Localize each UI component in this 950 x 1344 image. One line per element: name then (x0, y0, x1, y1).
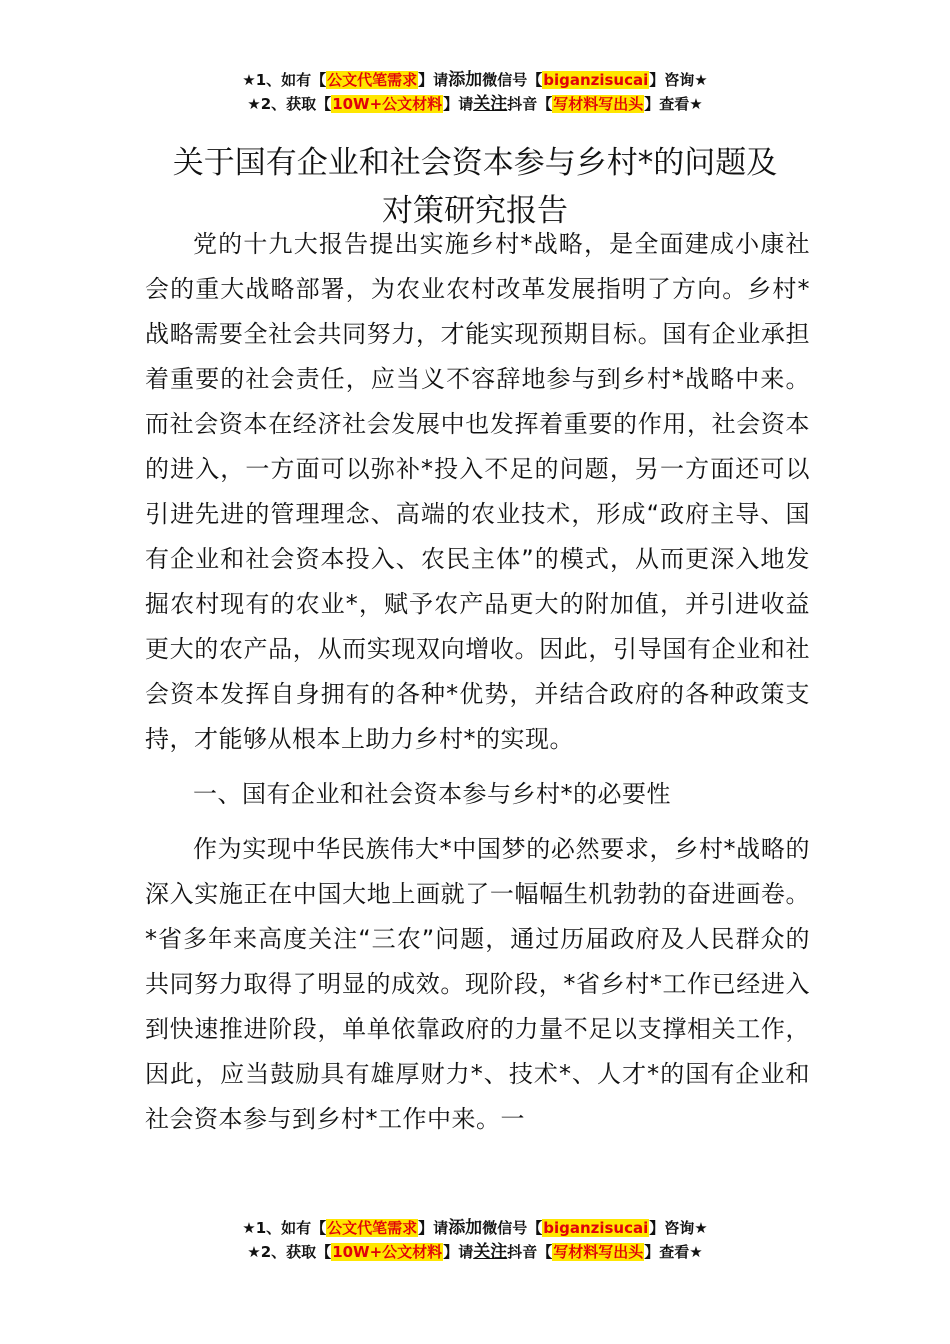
promo-line-1: ★1、如有【公文代笔需求】请添加微信号【biganzisucai】咨询★ (242, 1218, 708, 1238)
douyin-id: 写材料写出头 (553, 95, 644, 113)
emphasis-text: 添加 (448, 70, 483, 90)
highlight-text: 公文代笔需求 (327, 71, 418, 89)
emphasis-text: 关注 (473, 94, 508, 114)
paragraph-intro: 党的十九大报告提出实施乡村*战略，是全面建成小康社会的重大战略部署，为农业农村改革发展指明了方向。乡村*战略需要全社会共同努力，才能实现预期目标。国有企业承担着重要的社会责任，应当义不容辞地参与到乡村*战略中来。而社会资本在经济社会发展中也发挥着重要的作用，社会资本的进入，一方面可以弥补*投入不足的问题，另一方面还可以引进先进的管理理念、高端的农业技术，形成“政府主导、国有企业和社会资本投入、农民主体”的模式，从而更深入地发掘农村现有的农业*，赋予农产品更大的附加值，并引进收益更大的农产品，从而实现双向增收。因此，引导国有企业和社会资本发挥自身拥有的各种*优势，并结合政府的各种政策支持，才能够从根本上助力乡村*的实现。 (145, 230, 810, 753)
promo-line-1: ★1、如有【公文代笔需求】请添加微信号【biganzisucai】咨询★ (242, 70, 708, 90)
section-heading: 一、国有企业和社会资本参与乡村*的必要性 (193, 780, 671, 808)
promo-line-2: ★2、获取【10W+公文材料】请关注抖音【写材料写出头】查看★ (247, 94, 703, 114)
highlight-text: 公文代笔需求 (327, 1219, 418, 1237)
wechat-id: biganzisucai (543, 1219, 649, 1237)
highlight-text: 10W+公文材料 (332, 95, 443, 113)
emphasis-text: 添加 (448, 1218, 483, 1238)
paragraph-section1: 作为实现中华民族伟大*中国梦的必然要求，乡村*战略的深入实施正在中国大地上画就了一幅幅生机勃勃的奋进画卷。*省多年来高度关注“三农”问题，通过历届政府及人民群众的共同努力取得了明显的成效。现阶段，*省乡村*工作已经进入到快速推进阶段，单单依靠政府的力量不足以支撑相关工作，因此，应当鼓励具有雄厚财力*、技术*、人才*的国有企业和社会资本参与到乡村*工作中来。一 (145, 835, 810, 1133)
title-line-1: 关于国有企业和社会资本参与乡村*的问题及 (172, 144, 778, 181)
document-title (120, 139, 830, 235)
highlight-text: 10W+公文材料 (332, 1243, 443, 1261)
douyin-id: 写材料写出头 (553, 1243, 644, 1261)
wechat-id: biganzisucai (543, 71, 649, 89)
title-line-2: 对策研究报告 (382, 192, 568, 229)
promo-banner-top (0, 68, 950, 116)
promo-line-2: ★2、获取【10W+公文材料】请关注抖音【写材料写出头】查看★ (247, 1242, 703, 1262)
document-body (145, 222, 810, 1152)
promo-banner-bottom (0, 1216, 950, 1264)
emphasis-text: 关注 (473, 1242, 508, 1262)
